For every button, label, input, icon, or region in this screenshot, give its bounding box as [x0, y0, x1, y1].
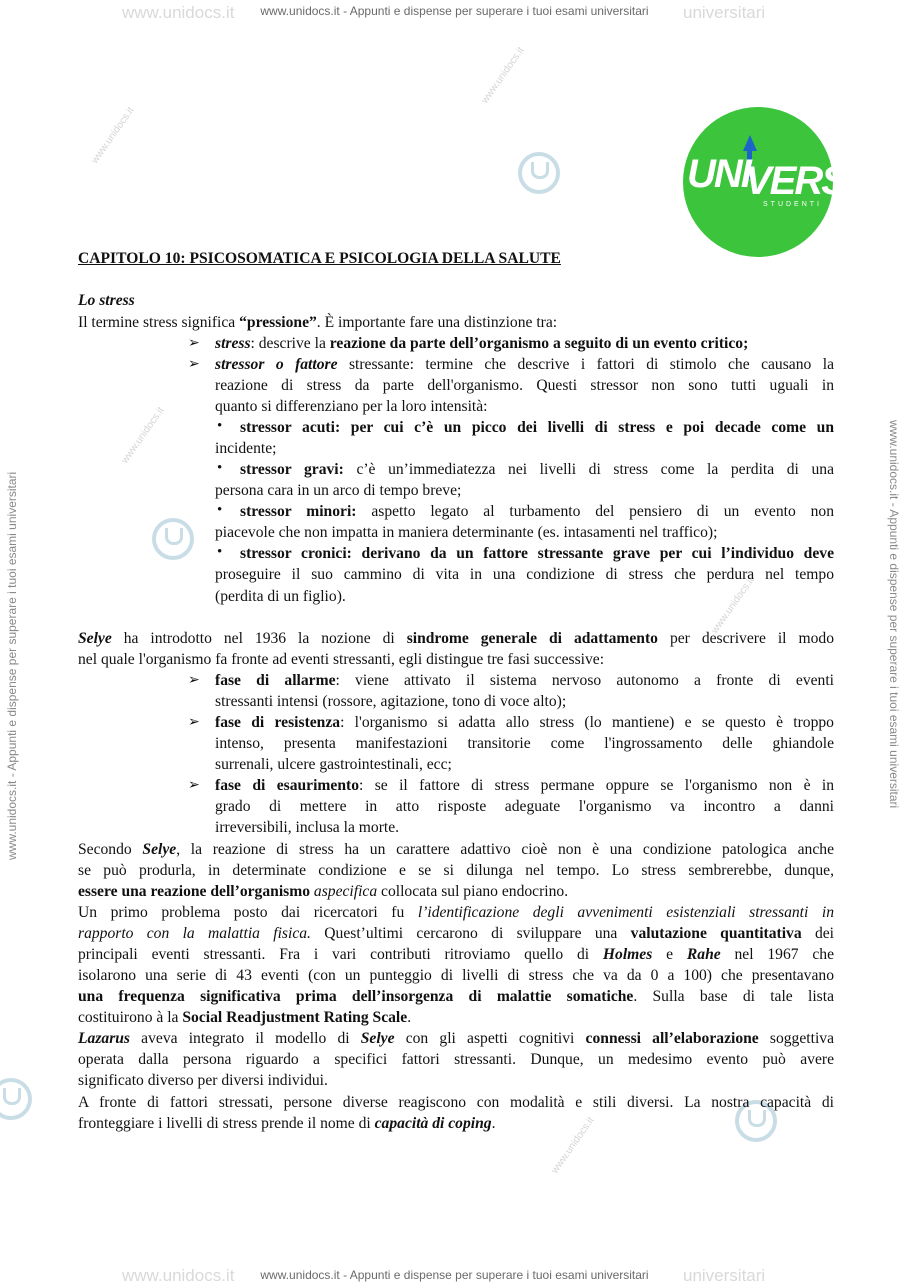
- def-stress: [215, 334, 748, 354]
- faint-watermark-bottom-left: www.unidocs.it: [122, 1266, 235, 1285]
- term: stressor cronici:: [240, 545, 352, 562]
- lazarus-line2: operata dalla persona riguardo a specifici fattori stressanti. Dunque, un medesimo evento può avere: [78, 1051, 834, 1068]
- text: e: [652, 946, 687, 963]
- faint-watermark-bottom-right: universitari: [683, 1266, 766, 1285]
- text: aveva integrato il modello di: [130, 1030, 361, 1047]
- text: ha introdotto nel 1936 la nozione di: [111, 630, 407, 647]
- secondo-line2: se può produrla, in determinate condizione e se si dilunga nel tempo. Lo stress sembrerebbe, dunque,: [78, 862, 834, 879]
- phase-esaurimento-line1: [215, 776, 834, 796]
- italic-text: rapporto con la malattia fisica.: [78, 925, 311, 942]
- text: nel 1967 che: [720, 946, 835, 963]
- def-stressor-line2: reazione di stress da parte dell'organismo. Questi stressor non sono tutti uguali in: [215, 377, 834, 394]
- italic-text: l’identificazione degli avvenimenti esistenziali stressanti in: [417, 904, 835, 921]
- text: : viene attivato il sistema nervoso autonomo a fronte di eventi: [335, 672, 834, 689]
- header-watermark: www.unidocs.it - Appunti e dispense per superare i tuoi esami universitari: [260, 4, 649, 18]
- text: c’è un’immediatezza nei livelli di stress come la perdita di una: [343, 461, 834, 478]
- term: fase di esaurimento: [215, 777, 360, 794]
- text: dei: [801, 925, 834, 942]
- logo-text-verso: VERSO: [745, 159, 876, 203]
- problema-line3: [78, 945, 834, 965]
- footer-watermark: www.unidocs.it - Appunti e dispense per superare i tuoi esami universitari: [260, 1268, 649, 1282]
- intro-line: [78, 313, 557, 333]
- stressor-cronici-line2: proseguire il suo cammino di vita in una condizione di stress che perdura nel tempo: [215, 566, 834, 583]
- term: fase di resistenza: [215, 714, 341, 731]
- problema-line6: [78, 1008, 411, 1028]
- universo-logo: [683, 107, 876, 257]
- text: collocata sul piano endocrino.: [377, 883, 569, 900]
- text: aspetto legato al turbamento del pensiero di un evento non: [356, 503, 834, 520]
- term: stressor minori:: [240, 503, 357, 520]
- text: Secondo: [78, 841, 143, 858]
- arrow-bullet-icon: ➢: [188, 673, 200, 688]
- bullet-dot-icon: •: [217, 502, 223, 518]
- phase-allarme-line2: stressanti intensi (rossore, agitazione, tono di voce alto);: [215, 693, 567, 710]
- bold-text: reazione da parte dell’organismo a seguito di un evento critico;: [329, 335, 749, 352]
- coping-line1: A fronte di fattori stressati, persone diverse reagiscono con modalità e stili diversi. La nostra capacità di: [78, 1094, 834, 1111]
- phase-esaurimento-line2: grado di mettere in atto risposte adeguate l'organismo va incontro a danni: [215, 798, 834, 815]
- problema-line4: isolarono una serie di 43 eventi (con un punteggio di livelli di stress che va da 0 a 100) che presentavano: [78, 967, 834, 984]
- text: stressante: termine che descrive i fattori di stimolo che causano la: [337, 356, 834, 373]
- name: Holmes: [602, 946, 653, 963]
- term: fase di allarme: [215, 672, 336, 689]
- term: stressor o fattore: [215, 356, 338, 373]
- text: . È importante fare una distinzione tra:: [316, 314, 558, 331]
- stressor-gravi-line1: [240, 460, 834, 480]
- italic-text: aspecifica: [313, 883, 378, 900]
- secondo-line1: [78, 840, 834, 860]
- stressor-cronici-line3: (perdita di un figlio).: [215, 588, 346, 605]
- selye-line1: [78, 629, 834, 649]
- name: Lazarus: [78, 1030, 130, 1047]
- name: Selye: [142, 841, 177, 858]
- phase-esaurimento-line3: irreversibili, inclusa la morte.: [215, 819, 400, 836]
- secondo-line3: [78, 882, 568, 902]
- text: .: [491, 1115, 496, 1132]
- term: stressor gravi:: [240, 461, 344, 478]
- logo-text-uni: UNI: [687, 152, 750, 196]
- problema-line5: [78, 987, 834, 1007]
- text: : descrive la: [250, 335, 330, 352]
- text: per cui c’è un picco dei livelli di stress e poi decade come un: [340, 419, 834, 436]
- bullet-dot-icon: •: [217, 544, 223, 560]
- text: : se il fattore di stress permane oppure se l'organismo non è in: [359, 777, 834, 794]
- arrow-bullet-icon: ➢: [188, 778, 200, 793]
- faint-watermark-top-right: universitari: [683, 3, 766, 22]
- bold-text: una frequenza significativa prima dell’insorgenza di malattie somatiche: [78, 988, 634, 1005]
- phase-resistenza-line1: [215, 713, 834, 733]
- term: stress: [215, 335, 251, 352]
- section-title: Lo stress: [78, 292, 135, 309]
- text: : l'organismo si adatta allo stress (lo mantiene) e se questo è troppo: [340, 714, 834, 731]
- def-stressor-line3: quanto si differenziano per la loro intensità:: [215, 398, 488, 415]
- stressor-minori-line1: [240, 502, 834, 522]
- name: Selye: [78, 630, 112, 647]
- logo-text-studenti: STUDENTI: [763, 201, 822, 208]
- diagonal-watermark: www.unidocs.it: [549, 1115, 597, 1176]
- coping-line2: [78, 1114, 496, 1134]
- arrow-bullet-icon: ➢: [188, 715, 200, 730]
- watermark-logo-icon: [518, 152, 560, 194]
- bullet-dot-icon: •: [217, 460, 223, 476]
- lazarus-line3: significato diverso per diversi individui.: [78, 1072, 328, 1089]
- bold-text: essere una reazione dell’organismo: [78, 883, 314, 900]
- stressor-gravi-line2: persona cara in un arco di tempo breve;: [215, 482, 462, 499]
- phase-allarme-line1: [215, 671, 834, 691]
- bold-text: connessi all’elaborazione: [585, 1030, 759, 1047]
- text: . Sulla base di tale lista: [633, 988, 834, 1005]
- bullet-dot-icon: •: [217, 418, 223, 434]
- selye-line2: nel quale l'organismo fa fronte ad eventi stressanti, egli distingue tre fasi successive:: [78, 651, 605, 668]
- italic-text: capacità di coping: [374, 1115, 492, 1132]
- watermark-logo-icon: [0, 1078, 32, 1120]
- text: fronteggiare i livelli di stress prende il nome di: [78, 1115, 375, 1132]
- text: Il termine stress significa: [78, 314, 240, 331]
- text: , la reazione di stress ha un carattere adattivo cioè non è una condizione patologica anche: [176, 841, 834, 858]
- bold-text: Social Readjustment Rating Scale: [182, 1009, 408, 1026]
- bold-text: sindrome generale di adattamento: [406, 630, 658, 647]
- text: principali eventi stressanti. Fra i vari contributi ritroviamo quello di: [78, 946, 603, 963]
- problema-line2: [78, 924, 834, 944]
- lazarus-line1: [78, 1029, 834, 1049]
- term: stressor acuti:: [240, 419, 341, 436]
- phase-resistenza-line2: intenso, presenta manifestazioni transitorie come l'ingrossamento delle ghiandole: [215, 735, 834, 752]
- diagonal-watermark: www.unidocs.it: [479, 45, 527, 106]
- stressor-acuti-line1: [240, 418, 834, 438]
- text: Un primo problema posto dai ricercatori fu: [78, 904, 418, 921]
- bold-text: “pressione”: [239, 314, 317, 331]
- bold-text: valutazione quantitativa: [630, 925, 802, 942]
- stressor-acuti-line2: incidente;: [215, 440, 277, 457]
- chapter-title: CAPITOLO 10: PSICOSOMATICA E PSICOLOGIA DELLA SALUTE: [78, 250, 561, 267]
- text: derivano da un fattore stressante grave per cui l’individuo deve: [351, 545, 834, 562]
- arrow-bullet-icon: ➢: [188, 336, 200, 351]
- diagonal-watermark: www.unidocs.it: [119, 405, 167, 466]
- arrow-bullet-icon: ➢: [188, 357, 200, 372]
- text: Quest’ultimi cercarono di sviluppare una: [310, 925, 631, 942]
- problema-line1: [78, 903, 834, 923]
- name: Rahe: [686, 946, 721, 963]
- def-stressor-line1: [215, 355, 834, 375]
- stressor-cronici-line1: [240, 544, 834, 564]
- diagonal-watermark: www.unidocs.it: [709, 575, 757, 636]
- text: per descrivere il modo: [657, 630, 834, 647]
- diagonal-watermark: www.unidocs.it: [89, 105, 137, 166]
- side-watermark-left: www.unidocs.it - Appunti e dispense per superare i tuoi esami universitari: [5, 471, 19, 860]
- watermark-logo-icon: [152, 518, 194, 560]
- name: Selye: [360, 1030, 395, 1047]
- text: soggettiva: [758, 1030, 834, 1047]
- text: costituirono à la: [78, 1009, 183, 1026]
- text: .: [407, 1009, 412, 1026]
- phase-resistenza-line3: surrenali, ulcere gastrointestinali, ecc;: [215, 756, 452, 773]
- side-watermark-right: www.unidocs.it - Appunti e dispense per superare i tuoi esami universitari: [887, 420, 901, 809]
- text: con gli aspetti cognitivi: [394, 1030, 586, 1047]
- stressor-minori-line2: piacevole che non impatta in maniera determinante (es. intasamenti nel traffico);: [215, 524, 718, 541]
- faint-watermark-top-left: www.unidocs.it: [122, 3, 235, 22]
